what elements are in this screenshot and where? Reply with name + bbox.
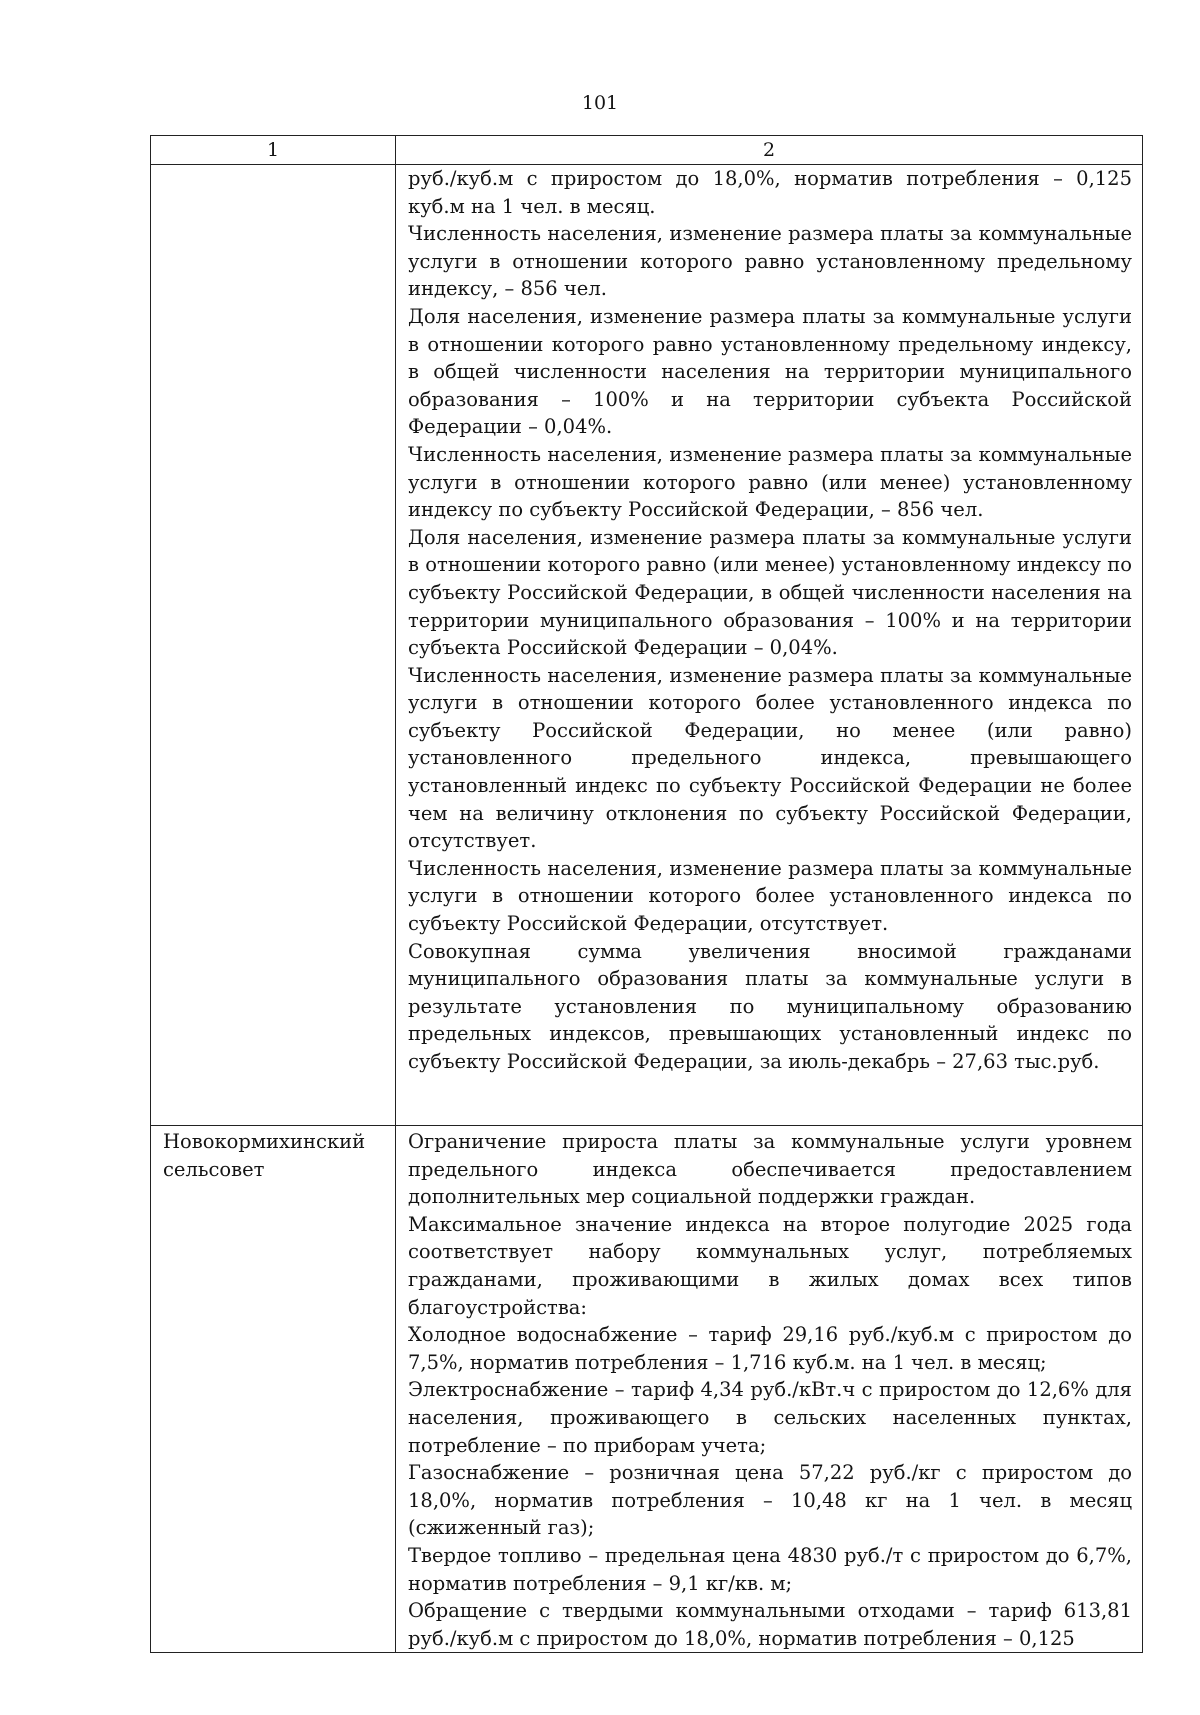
table-header-row (151, 136, 1143, 165)
paragraph: Совокупная сумма увеличения вносимой гражданами муниципального образования платы за коммунальные услуги в результате установления по муниципальному образованию предельных индексов, превышающих установленный индекс по субъекту Российской Федерации, за июль-декабрь – 27,63 тыс.руб. (408, 939, 1132, 1073)
paragraph: Газоснабжение – розничная цена 57,22 руб./кг с приростом до 18,0%, норматив потребления – 10,48 кг на 1 чел. в месяц (сжиженный газ); (408, 1461, 1132, 1540)
paragraph: Численность населения, изменение размера платы за коммунальные услуги в отношении которого равно установленному предельному индексу, – 856 чел. (408, 222, 1132, 301)
paragraph: Электроснабжение – тариф 4,34 руб./кВт.ч с приростом до 12,6% для населения, проживающего в сельских населенных пунктах, потребление – по приборам учета; (408, 1378, 1132, 1457)
paragraph: Максимальное значение индекса на второе полугодие 2025 года соответствует набору коммунальных услуг, потребляемых гражданами, проживающими в жилых домах всех типов благоустройства: (408, 1212, 1132, 1319)
document-table (150, 135, 1143, 1653)
content-cell (396, 1126, 1143, 1653)
column-header-1: 1 (151, 136, 396, 165)
paragraph: Численность населения, изменение размера платы за коммунальные услуги в отношении которого более установленного индекса по субъекту Российской Федерации, но менее (или равно) установленного предельного индекса, превышающего установленный индекс по субъекту Российской Федерации не более чем на величину отклонения по субъекту Российской Федерации, отсутствует. (408, 663, 1132, 853)
paragraph: Твердое топливо – предельная цена 4830 руб./т с приростом до 6,7%, норматив потребления – 9,1 кг/кв. м; (408, 1543, 1132, 1595)
table-row (151, 1126, 1143, 1653)
paragraph: Численность населения, изменение размера платы за коммунальные услуги в отношении которого более установленного индекса по субъекту Российской Федерации, отсутствует. (408, 856, 1132, 936)
paragraph: Численность населения, изменение размера платы за коммунальные услуги в отношении которого равно (или менее) установленному индексу по субъекту Российской Федерации, – 856 чел. (408, 442, 1132, 522)
column-header-2: 2 (396, 136, 1143, 165)
content-cell (396, 165, 1143, 1126)
entity-cell (151, 165, 396, 1126)
table-row (151, 165, 1143, 1126)
entity-cell: Новокормихинский сельсовет (151, 1126, 396, 1653)
paragraph: Обращение с твердыми коммунальными отходами – тариф 613,81 руб./куб.м с приростом до 18,0%, норматив потребления – 0,125 (408, 1599, 1132, 1650)
paragraph: Доля населения, изменение размера платы за коммунальные услуги в отношении которого равно установленному предельному индексу, в общей численности населения на территории муниципального образования – 100% и на территории субъекта Российской Федерации – 0,04%. (408, 304, 1132, 439)
paragraph: Холодное водоснабжение – тариф 29,16 руб./куб.м с приростом до 7,5%, норматив потребления – 1,716 куб.м. на 1 чел. в месяц; (408, 1323, 1132, 1374)
paragraph: Ограничение прироста платы за коммунальные услуги уровнем предельного индекса обеспечивается предоставлением дополнительных мер социальной поддержки граждан. (408, 1130, 1132, 1209)
paragraph: руб./куб.м с приростом до 18,0%, норматив потребления – 0,125 куб.м на 1 чел. в месяц. (408, 167, 1132, 218)
paragraph: Доля населения, изменение размера платы за коммунальные услуги в отношении которого равно (или менее) установленному индексу по субъекту Российской Федерации, в общей численности населения на территории муниципального образования – 100% и на территории субъекта Российской Федерации – 0,04%. (408, 525, 1132, 660)
page-number: 101 (581, 92, 619, 114)
